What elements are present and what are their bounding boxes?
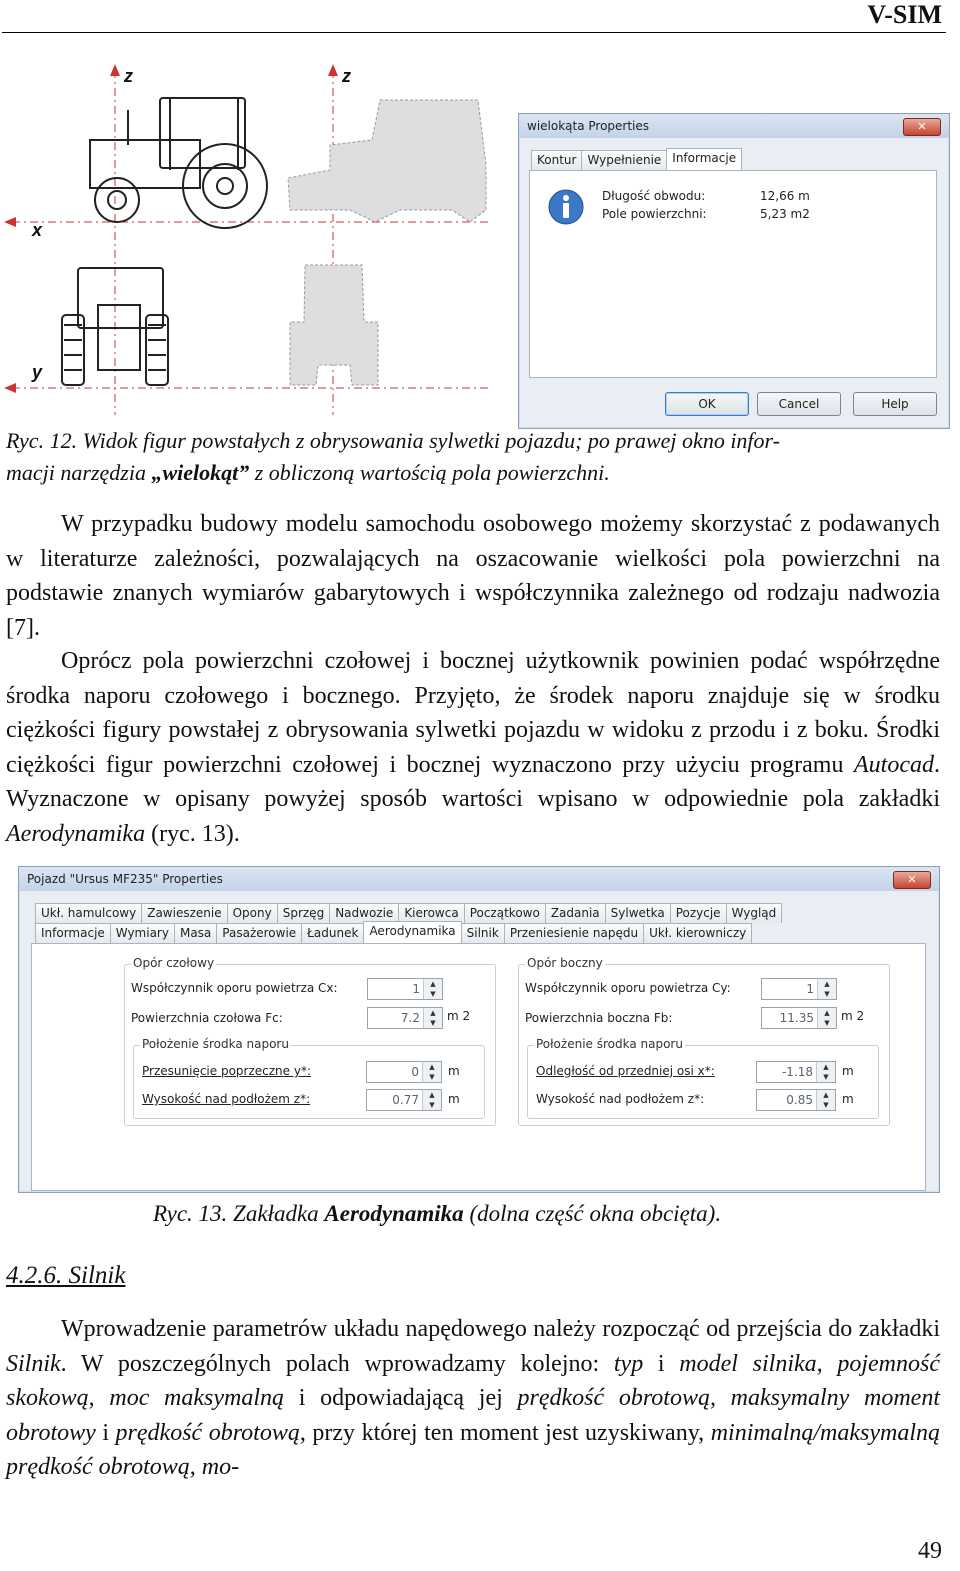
- x-offset-unit: m: [842, 1064, 854, 1078]
- cx-spinner[interactable]: 1 ▲ ▼: [367, 978, 443, 1000]
- y-offset-spinner[interactable]: 0 ▲ ▼: [366, 1061, 442, 1083]
- tractor-drawings: [0, 60, 515, 420]
- fb-label: Powierzchnia boczna Fb:: [525, 1011, 673, 1025]
- front-height-label: Wysokość nad podłożem z*:: [142, 1092, 311, 1106]
- side-center-group: [527, 1037, 879, 1119]
- caption-line-2: macji narzędzia „wielokąt” z obliczoną wartością pola powierzchni.: [6, 460, 610, 485]
- spinner-arrows-icon[interactable]: ▲ ▼: [422, 1090, 441, 1110]
- tab-ukl-hamulcowy[interactable]: Ukł. hamulcowy: [35, 903, 142, 923]
- tab-masa[interactable]: Masa: [174, 923, 217, 943]
- polygon-properties-dialog: [518, 113, 950, 429]
- tab-aerodynamika[interactable]: Aerodynamika: [363, 921, 461, 944]
- tab-zadania[interactable]: Zadania: [545, 903, 606, 923]
- tab-opony[interactable]: Opony: [227, 903, 278, 923]
- area-label: Pole powierzchni:: [602, 207, 707, 221]
- paragraph-3: Wprowadzenie parametrów układu napędowego należy rozpocząć od przejścia do zakładki Silnik. W poszczególnych polach wprowadzamy kolejno: typ i model silnika, pojemność skokową, moc maksymalną i odpowiadającą jej prędkość obrotową, maksymalny moment obrotowy i prędkość obrotową, przy której ten moment jest uzyskiwany, minimalną/maksymalną prędkość obrotową, mo-: [6, 1316, 941, 1480]
- figure-tractor-silhouettes: [0, 60, 960, 420]
- tab-pozycje[interactable]: Pozycje: [670, 903, 727, 923]
- tab-ladunek[interactable]: Ładunek: [301, 923, 364, 943]
- aerodynamics-panel: [31, 943, 926, 1191]
- fb-spinner[interactable]: 11.35 ▲ ▼: [761, 1007, 837, 1029]
- side-resistance-group: [518, 956, 890, 1126]
- figure-13-caption: Ryc. 13. Zakładka Aerodynamika (dolna część okna obcięta).: [153, 1201, 722, 1226]
- side-height-label: Wysokość nad podłożem z*:: [536, 1092, 705, 1106]
- axis-label-x: x: [32, 220, 43, 240]
- vehicle-properties-dialog: [18, 866, 940, 1193]
- tab-przeniesienie-napedu[interactable]: Przeniesienie napędu: [504, 923, 644, 943]
- perimeter-value: 12,66 m: [760, 189, 810, 203]
- dialog-titlebar: Pojazd "Ursus MF235" Properties: [19, 867, 939, 891]
- info-icon: [546, 187, 586, 227]
- area-value: 5,23 m2: [760, 207, 810, 221]
- figure-12-caption: [6, 425, 951, 489]
- tab-kontur[interactable]: Kontur: [531, 150, 582, 170]
- cancel-button[interactable]: Cancel: [757, 392, 841, 416]
- running-header: V-SIM: [867, 0, 942, 29]
- fc-unit: m 2: [447, 1009, 471, 1023]
- spinner-arrows-icon[interactable]: ▲ ▼: [423, 979, 442, 999]
- paragraph-2: Oprócz pola powierzchni czołowej i bocznej użytkownik powinien podać współrzędne środka naporu czołowego i bocznego. Przyjęto, że środek naporu znajduje się w środku ciężkości figury powstałej z obrysowania sylwetki pojazdu w widoku z przodu i z boku. Środki ciężkości figur powierzchni czołowej i bocznej wyznaczono przy użyciu programu Autocad. Wyznaczone w opisany powyżej sposób wartości wpisano w odpowiednie pola zakładki Aerodynamika (ryc. 13).: [6, 648, 940, 847]
- spinner-arrows-icon[interactable]: ▲ ▼: [423, 1008, 442, 1028]
- y-offset-label: Przesunięcie poprzeczne y*:: [142, 1064, 311, 1078]
- side-group-label: Opór boczny: [527, 956, 603, 970]
- x-offset-spinner[interactable]: -1.18 ▲ ▼: [756, 1061, 836, 1083]
- ok-button[interactable]: OK: [665, 392, 749, 416]
- front-center-label: Położenie środka naporu: [142, 1037, 289, 1051]
- fc-label: Powierzchnia czołowa Fc:: [131, 1011, 283, 1025]
- fb-unit: m 2: [841, 1009, 865, 1023]
- tab-wypelnienie[interactable]: Wypełnienie: [581, 150, 667, 170]
- tab-informacje[interactable]: Informacje: [666, 148, 742, 171]
- help-button[interactable]: Help: [853, 392, 937, 416]
- tab-pasazerowie[interactable]: Pasażerowie: [216, 923, 302, 943]
- caption-line-1: Ryc. 12. Widok figur powstałych z obrysowania sylwetki pojazdu; po prawej okno infor-: [6, 428, 780, 453]
- cy-label: Współczynnik oporu powietrza Cy:: [525, 981, 731, 995]
- side-center-label: Położenie środka naporu: [536, 1037, 683, 1051]
- tab-sylwetka[interactable]: Sylwetka: [605, 903, 671, 923]
- tab-silnik[interactable]: Silnik: [461, 923, 505, 943]
- tab-ukl-kierowniczy[interactable]: Ukł. kierowniczy: [643, 923, 752, 943]
- spinner-arrows-icon[interactable]: ▲ ▼: [817, 979, 836, 999]
- page-number: 49: [918, 1538, 942, 1564]
- front-group-label: Opór czołowy: [133, 956, 215, 970]
- cy-spinner[interactable]: 1 ▲ ▼: [761, 978, 837, 1000]
- dialog-titlebar: wielokąta Properties: [519, 114, 949, 138]
- paragraph-1: W przypadku budowy modelu samochodu osobowego możemy skorzystać z podawanych w literaturze zależności, pozwalających na oszacowanie wielkości pola powierzchni na podstawie znanych wymiarów gabarytowych i współczynnika zależnego od rodzaju nadwozia [7].: [6, 511, 940, 641]
- y-offset-unit: m: [448, 1064, 460, 1078]
- front-resistance-group: [124, 956, 496, 1126]
- axis-label-z2: z: [342, 66, 351, 86]
- tab-row-1: [35, 903, 781, 923]
- spinner-arrows-icon[interactable]: ▲ ▼: [422, 1062, 441, 1082]
- front-height-spinner[interactable]: 0.77 ▲ ▼: [366, 1089, 442, 1111]
- tab-kierowca[interactable]: Kierowca: [398, 903, 464, 923]
- tab-poczatkowo[interactable]: Początkowo: [464, 903, 546, 923]
- tab-wyglad[interactable]: Wygląd: [726, 903, 783, 923]
- side-height-spinner[interactable]: 0.85 ▲ ▼: [756, 1089, 836, 1111]
- side-height-unit: m: [842, 1092, 854, 1106]
- tab-nadwozie[interactable]: Nadwozie: [329, 903, 399, 923]
- fc-spinner[interactable]: 7.2 ▲ ▼: [367, 1007, 443, 1029]
- info-panel: [529, 170, 937, 378]
- header-rule: [2, 32, 946, 33]
- x-offset-label: Odległość od przedniej osi x*:: [536, 1064, 715, 1078]
- front-height-unit: m: [448, 1092, 460, 1106]
- tab-informacje[interactable]: Informacje: [35, 923, 111, 943]
- spinner-arrows-icon[interactable]: ▲ ▼: [817, 1008, 836, 1028]
- close-button[interactable]: ✕: [893, 871, 931, 889]
- tab-zawieszenie[interactable]: Zawieszenie: [141, 903, 227, 923]
- perimeter-label: Długość obwodu:: [602, 189, 706, 203]
- spinner-arrows-icon[interactable]: ▲ ▼: [816, 1090, 835, 1110]
- axis-label-z1: z: [124, 66, 133, 86]
- spinner-arrows-icon[interactable]: ▲ ▼: [816, 1062, 835, 1082]
- axis-label-y: y: [32, 362, 43, 382]
- tab-sprzeg[interactable]: Sprzęg: [277, 903, 330, 923]
- cx-label: Współczynnik oporu powietrza Cx:: [131, 981, 338, 995]
- section-heading: 4.2.6. Silnik: [6, 1262, 126, 1289]
- close-button[interactable]: ✕: [903, 118, 941, 136]
- tab-wymiary[interactable]: Wymiary: [110, 923, 175, 943]
- front-center-group: [133, 1037, 485, 1119]
